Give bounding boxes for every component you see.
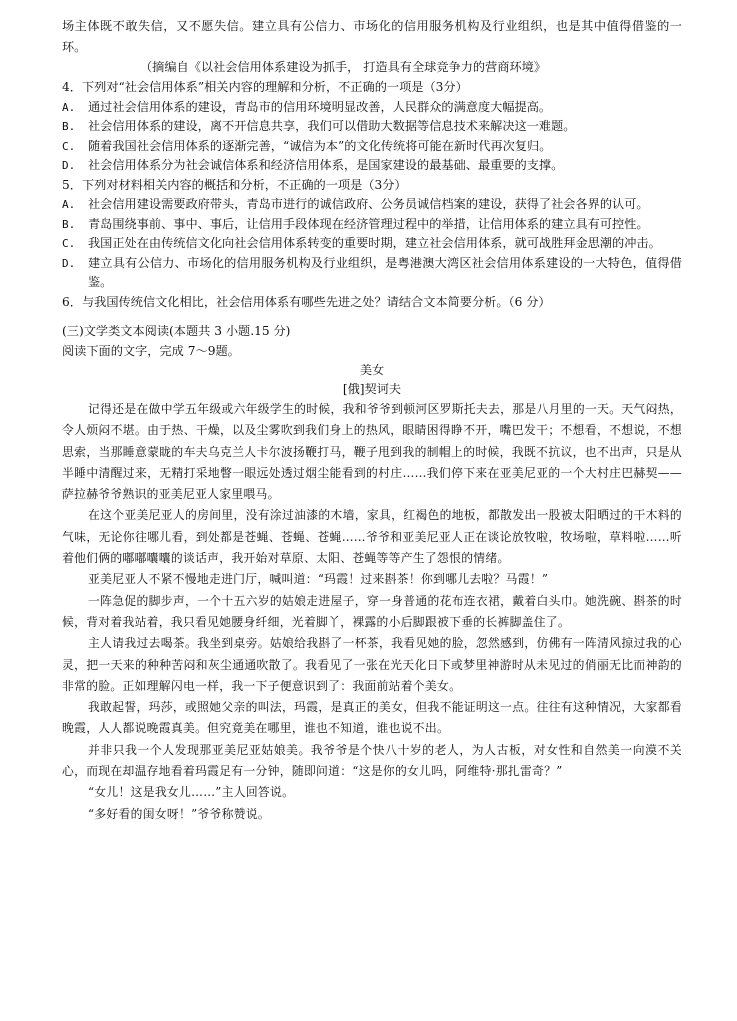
question-4-option-a [62, 98, 682, 118]
story-paragraph: 记得还是在做中学五年级或六年级学生的时候，我和爷爷到顿河区罗斯托夫去，那是八月里的一天。天气闷热，令人烦闷不堪。由于热、干燥，以及尘雾吹到我们身上的热风，眼睛困得睁不开，嘴巴发干；不想看，不想说，不想思索，当那睡意蒙眬的车夫乌克兰人卡尔波扬鞭打马，鞭子甩到我的制帽上的时候，我既不抗议，也不出声，只是从半睡中清醒过来，无精打采地瞥一眼远处透过烟尘能看到的村庄……我们停下来在亚美尼亚的一个大村庄巴赫契——萨拉赫爷爷熟识的亚美尼亚人家里喂马。 [62, 402, 682, 502]
question-4-option-d [62, 156, 682, 176]
question-5-option-c [62, 234, 682, 254]
option-key: C. [62, 139, 76, 153]
option-text: 社会信用建设需要政府带头，青岛市进行的诚信政府、公务员诚信档案的建设，获得了社会各界的认可。 [88, 197, 649, 211]
option-key: C. [62, 237, 76, 250]
question-5-option-a [62, 195, 682, 215]
option-text: 我国正处在由传统信文化向社会信用体系转变的重要时期，建立社会信用体系，就可战胜拜金思潮的冲击。 [88, 236, 661, 250]
option-text: 社会信用体系分为社会诚信体系和经济信用体系，是国家建设的最基础、最重要的支撑。 [88, 158, 564, 172]
source-citation: （摘编自《以社会信用体系建设为抓手， 打造具有全球竞争力的营商环境》 [140, 60, 547, 74]
story-paragraph: 一阵急促的脚步声，一个十五六岁的姑娘走进屋子，穿一身普通的花布连衣裙，戴着白头巾。她洗碗、斟茶的时候，背对着我站着，我只看见她腰身纤细，光着脚丫，裸露的小后脚跟被下垂的长裤脚盖住了。 [62, 593, 682, 629]
story-title: 美女 [359, 363, 385, 377]
reading-instruction: 阅读下面的文字，完成 7～9题。 [62, 343, 240, 358]
question-4-stem: 4．下列对“社会信用体系”相关内容的理解和分析，不正确的一项是（3分） [62, 80, 468, 94]
story-paragraph: 我敢起誓，玛莎，或照她父亲的叫法，玛霞，是真正的美女，但我不能证明这一点。往往有这种情况，大家都看晚霞，人人都说晚霞真美。但究竟美在哪里，谁也不知道，谁也说不出。 [62, 700, 682, 736]
question-4-option-b [62, 117, 682, 137]
story-paragraph: 并非只我一个人发现那亚美尼亚姑娘美。我爷爷是个快八十岁的老人，为人古板，对女性和自然美一向漠不关心，而现在却温存地看着玛霞足有一分钟，随即问道：“这是你的女儿吗，阿维特·那扎雷奇？” [62, 742, 682, 779]
question-5-option-b [62, 215, 682, 235]
option-key: A. [62, 100, 76, 114]
option-text: 随着我国社会信用体系的逐渐完善，“诚信为本”的文化传统将可能在新时代再次复归。 [88, 138, 552, 153]
intro-paragraph: 场主体既不敢失信，又不愿失信。建立具有公信力、市场化的信用服务机构及行业组织，也是其中值得借鉴的一环。 [62, 19, 682, 54]
option-text: 青岛围绕事前、事中、事后，让信用手段体现在经济管理过程中的举措，让信用体系的建立具有可控性。 [88, 216, 649, 231]
option-key: B. [62, 120, 76, 133]
question-5-option-d [62, 254, 682, 293]
story-author: [俄]契诃夫 [342, 382, 402, 396]
question-6: 6．与我国传统信文化相比，社会信用体系有哪些先进之处？请结合文本简要分析。（6 分） [62, 294, 551, 309]
story-paragraph: “多好看的闺女呀！”爷爷称赞说。 [88, 806, 271, 821]
story-paragraph: “女儿！这是我女儿……”主人回答说。 [88, 785, 295, 800]
story-paragraph: 在这个亚美尼亚人的房间里，没有涂过油漆的木墙，家具，红褐色的地板，都散发出一股被太阳晒过的干木料的气味，无论你往哪儿看，到处都是苍蝇、苍蝇、苍蝇……爷爷和亚美尼亚人正在谈论放牧啦，牧场啦，草料啦……听着他们俩的嘟嘟囔囔的谈话声，我开始对草原、太阳、苍蝇等等产生了怨恨的情绪。 [62, 508, 682, 566]
option-key: A. [62, 198, 76, 211]
option-text: 社会信用体系的建设，离不开信息共享，我们可以借助大数据等信息技术来解决这一难题。 [88, 119, 576, 133]
option-key: D. [62, 256, 76, 270]
document-page [62, 16, 682, 825]
option-key: D. [62, 159, 76, 172]
story-paragraph: 亚美尼亚人不紧不慢地走进门厅，喊叫道：“玛霞！过来斟茶！你到哪儿去啦？马霞！” [88, 572, 549, 587]
question-4-option-c [62, 137, 682, 157]
section-heading: (三)文学类文本阅读(本题共 3 小题.15 分) [62, 324, 291, 338]
option-text: 建立具有公信力、市场化的信用服务机构及行业组织，是粤港澳大湾区社会信用体系建设的一大特色，值得借鉴。 [88, 255, 682, 289]
question-5-stem: 5．下列对材料相关内容的概括和分析，不正确的一项是（3分） [62, 177, 407, 192]
option-text: 通过社会信用体系的建设，青岛市的信用环境明显改善，人民群众的满意度大幅提高。 [88, 99, 552, 114]
section-gap [62, 312, 682, 322]
story-paragraph: 主人请我过去喝茶。我坐到桌旁。姑娘给我斟了一杯茶，我看见她的脸，忽然感到，仿佛有一阵清风掠过我的心灵，把一天来的种种苦闷和灰尘通通吹散了。我看见了一张在光天化日下或梦里神游时从未见过的俏丽无比而神韵的非常的脸。正如理解闪电一样，我一下子便意识到了：我面前站着个美女。 [62, 636, 682, 693]
option-key: B. [62, 217, 76, 231]
